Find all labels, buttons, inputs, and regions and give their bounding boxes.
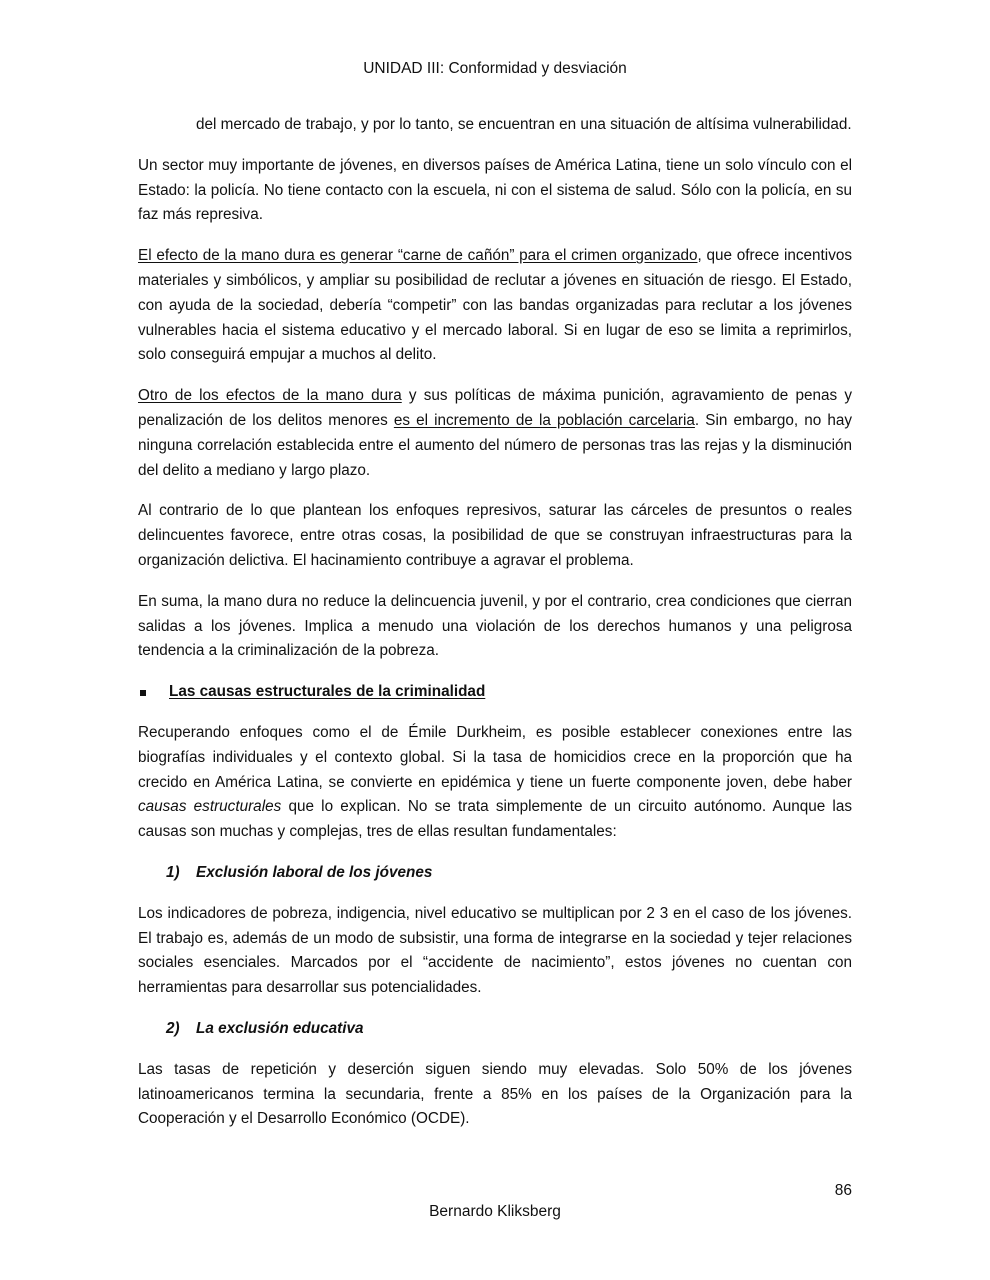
underlined-phrase: El efecto de la mano dura es generar “carne de cañón” para el crimen organizado (138, 247, 698, 265)
paragraph-text: y sus políticas de máxima punición, agravamiento de penas y penalización de los delitos menores (138, 387, 852, 429)
paragraph-text: , que ofrece incentivos materiales y simbólicos, y ampliar su posibilidad de reclutar a jóvenes en situación de riesgo. El Estado, con ayuda de la sociedad, debería “competir” con las bandas organizadas para reclutar a los jóvenes vulnerables hacia el sistema educativo y el mercado laboral. Si en lugar de eso se limita a reprimirlos, solo conseguirá empujar a muchos al delito. (138, 247, 852, 364)
underlined-phrase: Otro de los efectos de la mano dura (138, 387, 402, 405)
running-header: UNIDAD III: Conformidad y desviación (363, 60, 627, 77)
numbered-heading-2 (166, 1017, 852, 1042)
paragraph-durkheim (138, 721, 852, 845)
underlined-phrase: es el incremento de la población carcelaria (393, 411, 695, 429)
page-number: 86 (834, 1182, 852, 1199)
running-footer: Bernardo Kliksberg (429, 1203, 561, 1220)
paragraph-labor-exclusion: Los indicadores de pobreza, indigencia, nivel educativo se multiplican por 2 3 en el caso de los jóvenes. El trabajo es, además de un modo de subsistir, una forma de integrarse en la sociedad y tejer relaciones sociales esenciales. Marcados por el “accidente de nacimiento”, estos jóvenes no cuentan con herramientas para desarrollar sus potencialidades. (138, 904, 852, 997)
page-body (138, 113, 852, 1148)
section-heading (138, 680, 852, 705)
paragraph-repressive-approaches: Al contrario de lo que plantean los enfoques represivos, saturar las cárceles de presuntos o reales delincuentes favorece, entre otras cosas, la posibilidad de que se construyan infraestructuras para la organización delictiva. El hacinamiento contribuye a agravar el problema. (138, 502, 852, 569)
item-number: 2) (166, 1019, 180, 1037)
paragraph-summary: En suma, la mano dura no reduce la delincuencia juvenil, y por el contrario, crea condiciones que cierran salidas a los jóvenes. Implica a menudo una violación de los derechos humanos y una peligrosa tendencia a la criminalización de la pobreza. (138, 592, 852, 660)
paragraph-continuation: del mercado de trabajo, y por lo tanto, se encuentran en una situación de altísima vulnerabilidad. (196, 116, 852, 133)
paragraph-prison-population (138, 384, 852, 483)
paragraph-text: . Sin embargo, no hay ninguna correlación establecida entre el aumento del número de personas tras las rejas y la disminución del delito a mediano y largo plazo. (138, 411, 852, 479)
item-number: 1) (166, 863, 180, 881)
paragraph-police-link: Un sector muy importante de jóvenes, en diversos países de América Latina, tiene un solo vínculo con el Estado: la policía. No tiene contacto con la escuela, ni con el sistema de salud. Sólo con la policía, en su faz más represiva. (138, 156, 852, 224)
paragraph-text: que lo explican. No se trata simplemente de un circuito autónomo. Aunque las causas son muchas y complejas, tres de ellas resultan fundamentales: (138, 798, 852, 841)
numbered-heading-1 (166, 861, 852, 886)
item-title: La exclusión educativa (196, 1019, 364, 1037)
italic-phrase: causas estructurales (138, 798, 282, 816)
paragraph-education-exclusion: Las tasas de repetición y deserción siguen siendo muy elevadas. Solo 50% de los jóvenes latinoamericanos termina la secundaria, frente a 85% en los países de la Organización para la Cooperación y el Desarrollo Económico (OCDE). (138, 1060, 852, 1128)
item-title: Exclusión laboral de los jóvenes (196, 863, 433, 881)
section-title: Las causas estructurales de la criminalidad (169, 683, 486, 701)
square-bullet-icon (140, 690, 146, 696)
paragraph-text: Recuperando enfoques como el de Émile Durkheim, es posible establecer conexiones entre las biografías individuales y el contexto global. Si la tasa de homicidios crece en la proporción que ha crecido en América Latina, se convierte en epidémica y tiene un fuerte componente joven, debe haber (138, 723, 852, 791)
paragraph-mano-dura-effect (138, 244, 852, 368)
